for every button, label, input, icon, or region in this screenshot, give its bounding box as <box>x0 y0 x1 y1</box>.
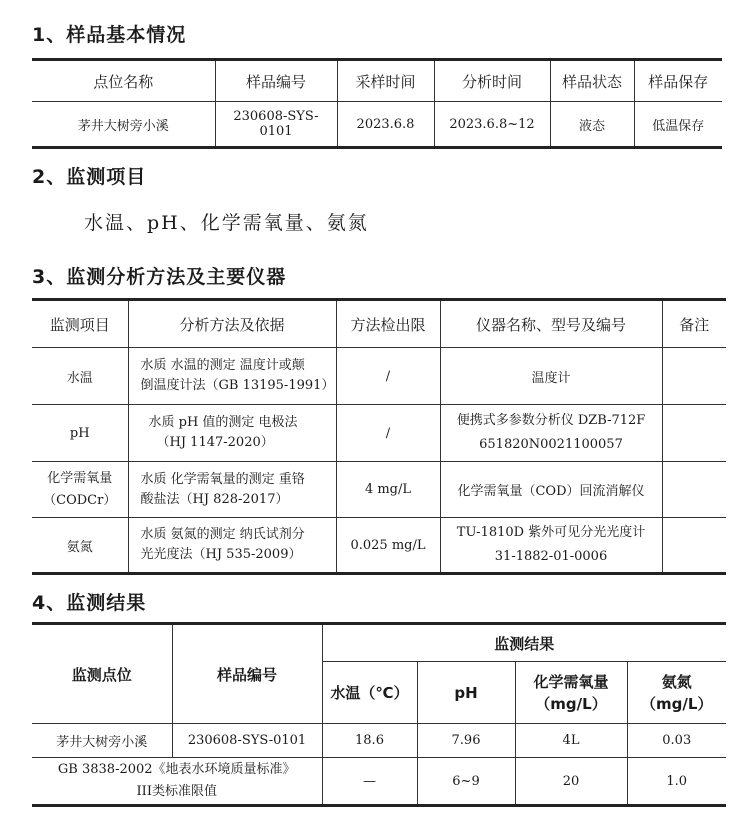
cell-note <box>662 405 726 462</box>
cell-sample-id: 230608-SYS-0101 <box>215 102 337 148</box>
cell-limit: 4 mg/L <box>336 462 440 518</box>
table-row <box>32 462 726 518</box>
monitoring-items: 水温、pH、化学需氧量、氨氮 <box>84 212 369 234</box>
header-sample-number: 样品编号 <box>172 624 322 724</box>
cell-std-ammonia: 1.0 <box>627 758 726 806</box>
header-item: 监测项目 <box>32 300 128 348</box>
header-water-temp: 水温（℃） <box>322 662 417 724</box>
cell-water-temp: 18.6 <box>322 724 417 758</box>
cell-note <box>662 348 726 405</box>
table-row <box>32 758 726 806</box>
cell-item: 水温 <box>32 348 128 405</box>
header-sample-id: 样品编号 <box>215 60 337 102</box>
table-row <box>32 405 726 462</box>
cell-standard-label: GB 3838-2002《地表水环境质量标准》 III类标准限值 <box>32 758 322 806</box>
header-monitoring-point: 监测点位 <box>32 624 172 724</box>
section1-title: 1、样品基本情况 <box>32 24 187 46</box>
cell-sampling-time: 2023.6.8 <box>337 102 434 148</box>
cell-method: 水质 氨氮的测定 纳氏试剂分 光光度法（HJ 535-2009） <box>128 518 336 574</box>
cell-instrument: 便携式多参数分析仪 DZB-712F 651820N0021100057 <box>440 405 662 462</box>
cell-std-water-temp: — <box>322 758 417 806</box>
cell-method: 水质 化学需氧量的测定 重铬 酸盐法（HJ 828-2017） <box>128 462 336 518</box>
cell-sample-state: 液态 <box>550 102 634 148</box>
cell-item: 化学需氧量 （CODCr） <box>32 462 128 518</box>
methods-table <box>32 298 726 575</box>
header-point-name: 点位名称 <box>32 60 215 102</box>
header-cod: 化学需氧量 （mg/L） <box>515 662 627 724</box>
header-sampling-time: 采样时间 <box>337 60 434 102</box>
cell-limit: 0.025 mg/L <box>336 518 440 574</box>
cell-point: 茅井大树旁小溪 <box>32 724 172 758</box>
cell-instrument: 化学需氧量（COD）回流消解仪 <box>440 462 662 518</box>
cell-limit: / <box>336 348 440 405</box>
cell-item: pH <box>32 405 128 462</box>
cell-ph: 7.96 <box>417 724 515 758</box>
header-analysis-time: 分析时间 <box>434 60 550 102</box>
results-table <box>32 622 726 807</box>
cell-item: 氨氮 <box>32 518 128 574</box>
cell-instrument: TU-1810D 紫外可见分光光度计 31-1882-01-0006 <box>440 518 662 574</box>
table-row <box>32 518 726 574</box>
cell-method: 水质 水温的测定 温度计或颠 倒温度计法（GB 13195-1991） <box>128 348 336 405</box>
header-results: 监测结果 <box>322 624 726 662</box>
header-sample-storage: 样品保存 <box>634 60 722 102</box>
cell-cod: 4L <box>515 724 627 758</box>
sample-info-table <box>32 58 722 149</box>
cell-sample: 230608-SYS-0101 <box>172 724 322 758</box>
cell-std-ph: 6~9 <box>417 758 515 806</box>
header-sample-state: 样品状态 <box>550 60 634 102</box>
cell-method: 水质 pH 值的测定 电极法 （HJ 1147-2020） <box>128 405 336 462</box>
section4-title: 4、监测结果 <box>32 592 147 614</box>
cell-analysis-time: 2023.6.8~12 <box>434 102 550 148</box>
section3-title: 3、监测分析方法及主要仪器 <box>32 266 287 288</box>
header-instrument: 仪器名称、型号及编号 <box>440 300 662 348</box>
table-row <box>32 724 726 758</box>
cell-instrument: 温度计 <box>440 348 662 405</box>
header-ammonia: 氨氮 （mg/L） <box>627 662 726 724</box>
header-ph: pH <box>417 662 515 724</box>
header-detection-limit: 方法检出限 <box>336 300 440 348</box>
cell-sample-storage: 低温保存 <box>634 102 722 148</box>
section2-title: 2、监测项目 <box>32 166 147 188</box>
cell-note <box>662 462 726 518</box>
header-method: 分析方法及依据 <box>128 300 336 348</box>
cell-point-name: 茅井大树旁小溪 <box>32 102 215 148</box>
header-note: 备注 <box>662 300 726 348</box>
cell-note <box>662 518 726 574</box>
cell-std-cod: 20 <box>515 758 627 806</box>
cell-ammonia: 0.03 <box>627 724 726 758</box>
table-row <box>32 348 726 405</box>
cell-limit: / <box>336 405 440 462</box>
